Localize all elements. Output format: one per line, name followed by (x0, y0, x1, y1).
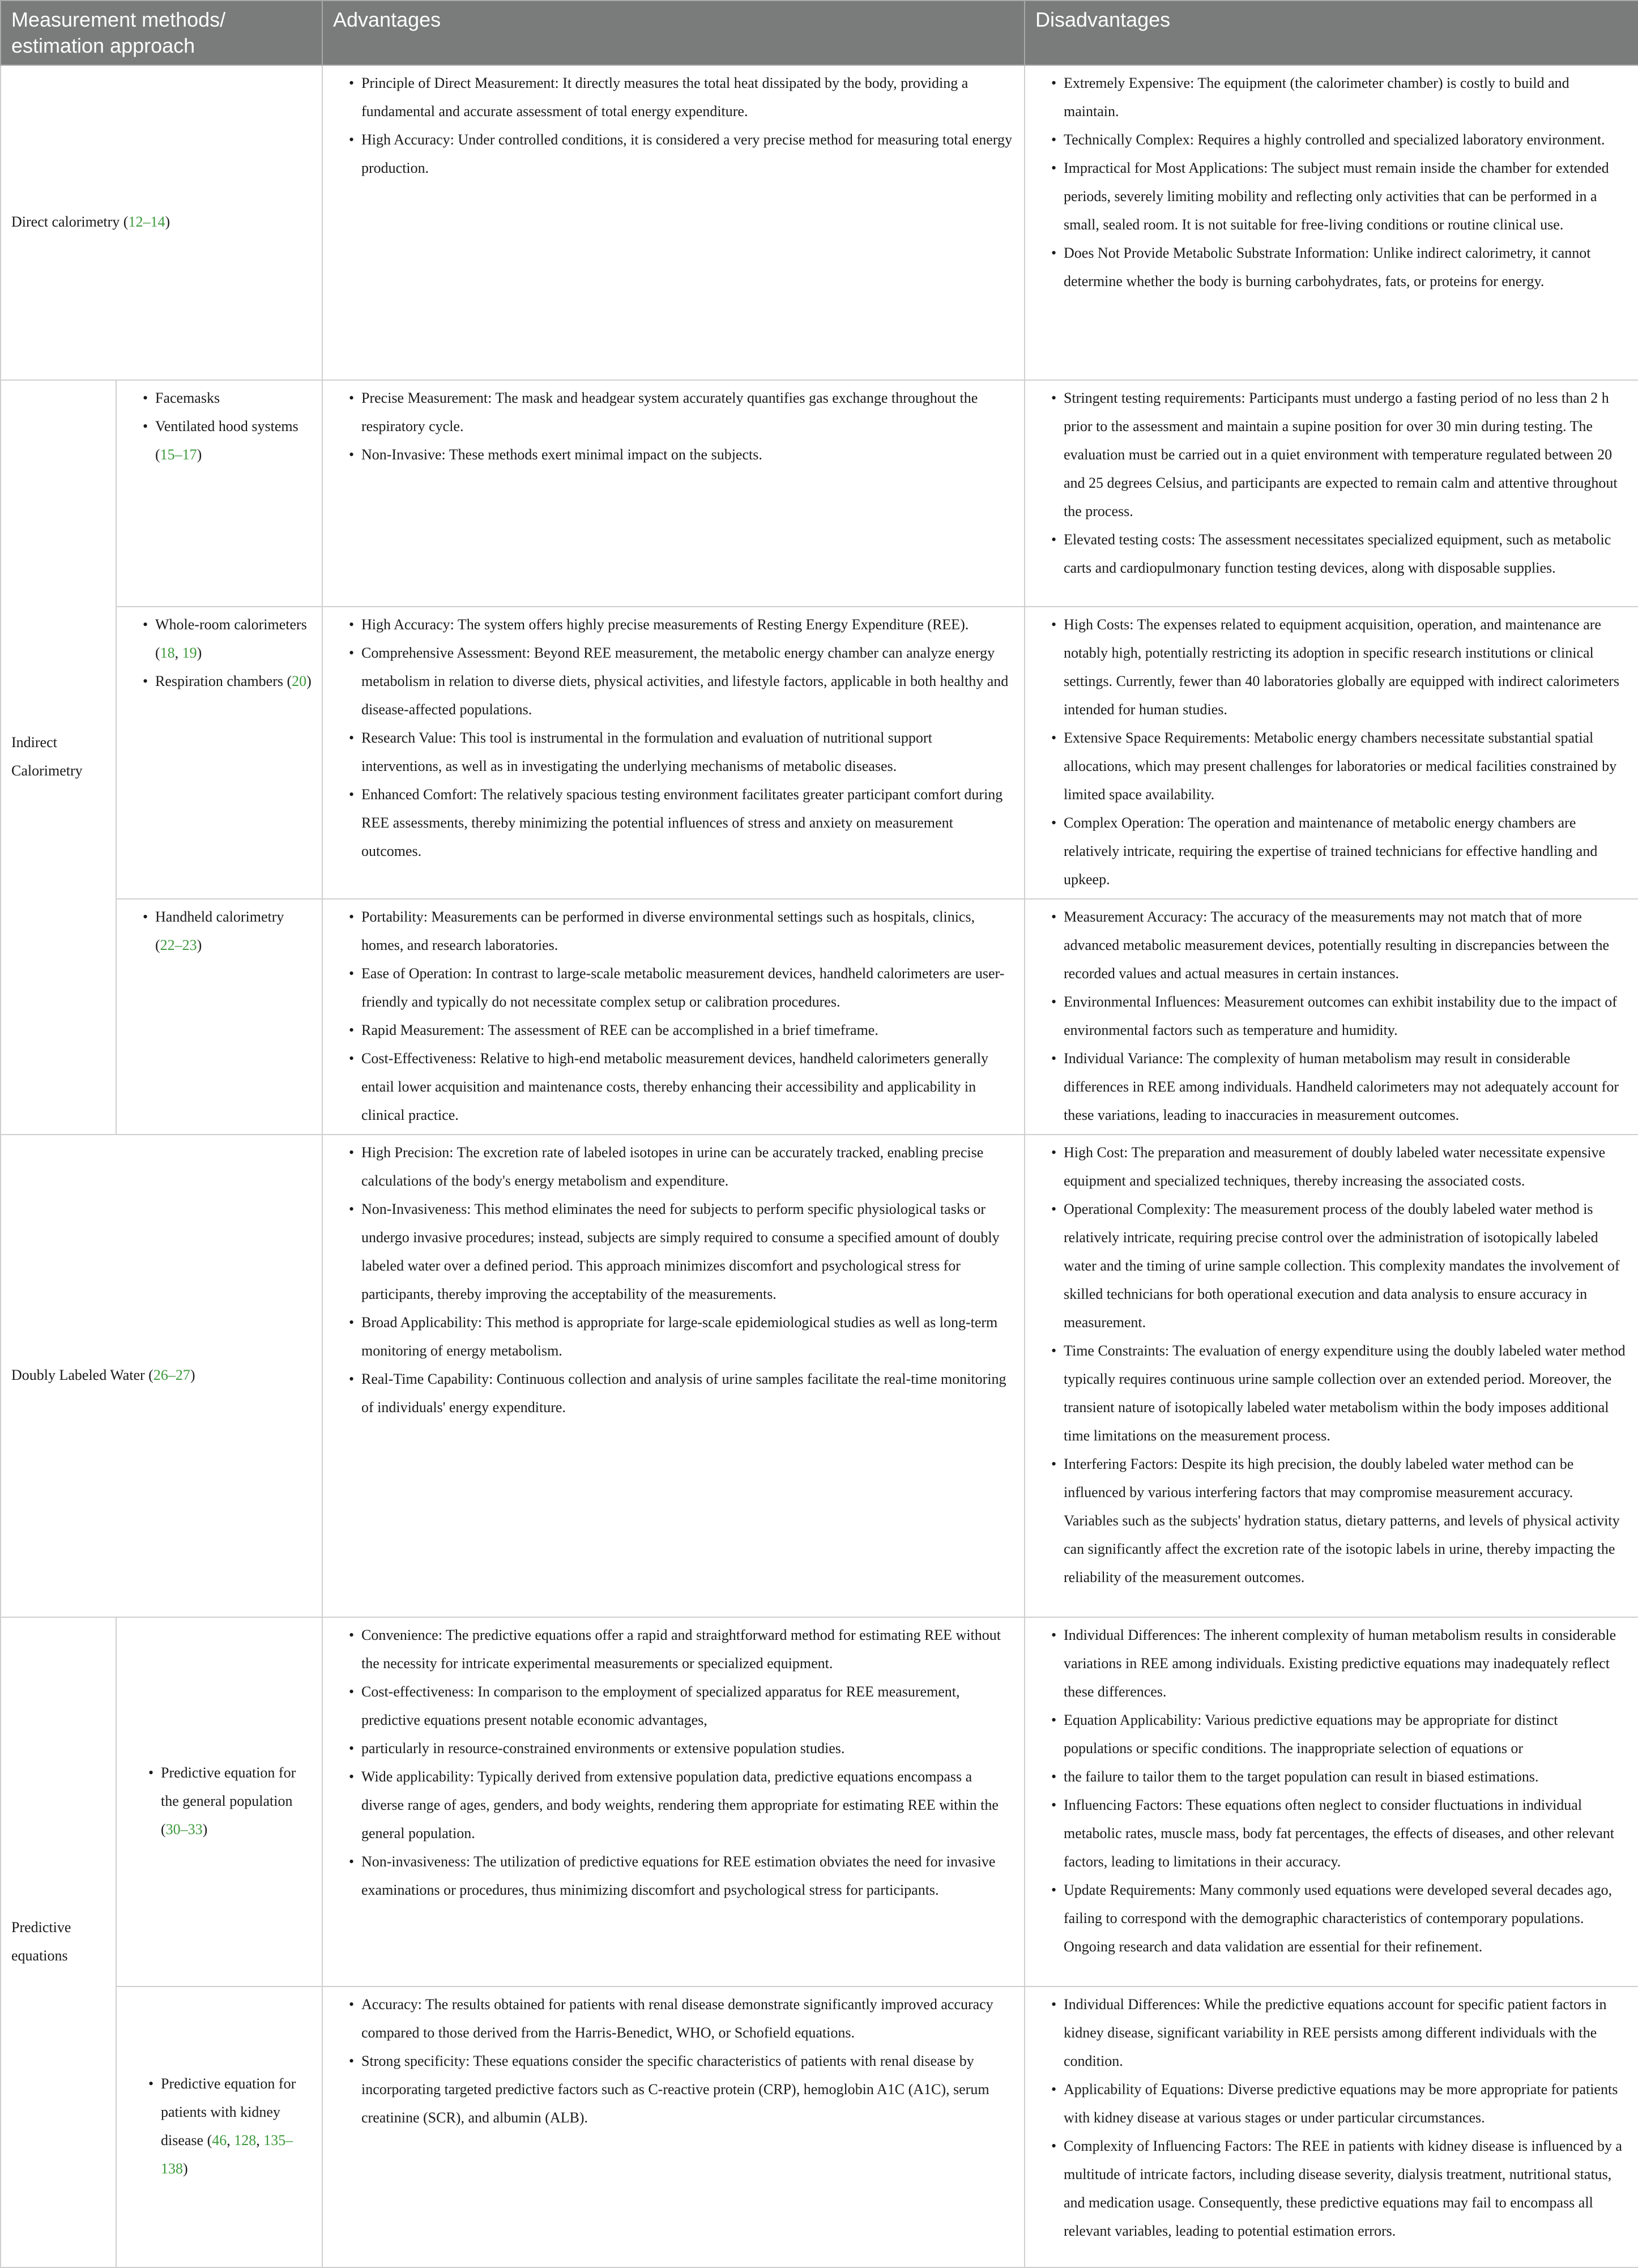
method-doubly-labeled-water (1, 1135, 322, 1617)
disadvantage-item: • Individual Differences: The inherent complexity of human metabolism results in considerable variations in REE among individuals. Existing predictive equations may inadequately reflect these differences. (1051, 1621, 1628, 1706)
submethod-handheld (116, 899, 322, 1135)
disadvantages-list (1035, 1990, 1628, 2245)
disadvantage-item: • Time Constraints: The evaluation of energy expenditure using the doubly labeled water method typically requires continuous urine sample collection over an extended period. Moreover, the transient nature of isotopically labeled water metabolism within the body imposes additional time limitations on the measurement process. (1051, 1337, 1628, 1450)
advantage-item: • Non-Invasiveness: This method eliminates the need for subjects to perform specific physiological tasks or undergo invasive procedures; instead, subjects are simply required to consume a specified amount of doubly labeled water over a defined period. This approach minimizes discomfort and psychological stress for participants, thereby improving the acceptability of the measurements. (349, 1195, 1014, 1308)
advantage-item: • High Accuracy: Under controlled conditions, it is considered a very precise method for measuring total energy production. (349, 126, 1014, 182)
advantages-list (333, 1139, 1014, 1422)
advantage-item: • Comprehensive Assessment: Beyond REE measurement, the metabolic energy chamber can analyze energy metabolism in relation to diverse diets, physical activities, and lifestyle factors, applicable in both healthy and disease-affected populations. (349, 639, 1014, 724)
reference-link[interactable]: 128 (234, 2132, 257, 2148)
disadvantages-list (1035, 69, 1628, 296)
method-label-end: ) (165, 214, 170, 230)
advantage-item: • Wide applicability: Typically derived from extensive population data, predictive equations encompass a diverse range of ages, genders, and body weights, rendering them appropriate for estimating REE within the general population. (349, 1763, 1014, 1848)
advantage-item: • Accuracy: The results obtained for patients with renal disease demonstrate significantly improved accuracy compared to those derived from the Harris-Benedict, WHO, or Schofield equations. (349, 1990, 1014, 2047)
header-row (1, 1, 1638, 65)
advantage-item: • Non-invasiveness: The utilization of predictive equations for REE estimation obviates the need for invasive examinations or procedures, thus minimizing discomfort and psychological stress for participants. (349, 1848, 1014, 1904)
advantage-item: • Research Value: This tool is instrumental in the formulation and evaluation of nutritional support interventions, as well as in investigating the underlying mechanisms of metabolic diseases. (349, 724, 1014, 781)
advantage-item: • High Precision: The excretion rate of labeled isotopes in urine can be accurately tracked, enabling precise calculations of the body's energy metabolism and expenditure. (349, 1139, 1014, 1195)
advantage-item: • Cost-effectiveness: In comparison to the employment of specialized apparatus for REE measurement, predictive equations present notable economic advantages, (349, 1678, 1014, 1734)
disadvantage-item: • Measurement Accuracy: The accuracy of the measurements may not match that of more advanced metabolic measurement devices, potentially resulting in discrepancies between the recorded values and actual measures in certain instances. (1051, 903, 1628, 988)
disadvantage-item: • Does Not Provide Metabolic Substrate Information: Unlike indirect calorimetry, it cannot determine whether the body is burning carbohydrates, fats, or proteins for energy. (1051, 239, 1628, 296)
advantages-cell (322, 607, 1025, 899)
disadvantages-cell (1025, 607, 1638, 899)
submethod-list (127, 903, 312, 960)
submethod-list (127, 611, 312, 696)
advantage-item: • High Accuracy: The system offers highly precise measurements of Resting Energy Expenditure (REE). (349, 611, 1014, 639)
advantages-cell (322, 65, 1025, 380)
advantages-list (333, 1990, 1014, 2132)
advantage-item: • Enhanced Comfort: The relatively spacious testing environment facilitates greater participant comfort during REE assessments, thereby minimizing the potential influences of stress and anxiety on measurement outcomes. (349, 781, 1014, 866)
disadvantage-item: • Complex Operation: The operation and maintenance of metabolic energy chambers are relatively intricate, requiring the expertise of trained technicians for effective handling and upkeep. (1051, 809, 1628, 894)
reference-separator: , (174, 645, 182, 661)
disadvantages-cell (1025, 899, 1638, 1135)
submethod-item (143, 903, 312, 960)
reference-link[interactable]: 22–23 (160, 937, 197, 953)
row-predictive-general (1, 1617, 1638, 1986)
disadvantage-item: • Complexity of Influencing Factors: The REE in patients with kidney disease is influenced by a multitude of intricate factors, including disease severity, dialysis treatment, nutritional status, and medication usage. Consequently, these predictive equations may fail to encompass all relevant variables, leading to potential estimation errors. (1051, 2132, 1628, 2245)
disadvantage-item: • Impractical for Most Applications: The subject must remain inside the chamber for extended periods, severely limiting mobility and reflecting only activities that can be performed in a small, sealed room. It is not suitable for free-living conditions or routine clinical use. (1051, 154, 1628, 239)
advantage-item: • Broad Applicability: This method is appropriate for large-scale epidemiological studies as well as long-term monitoring of energy metabolism. (349, 1308, 1014, 1365)
submethod-item (148, 1759, 312, 1844)
disadvantage-item: • Stringent testing requirements: Participants must undergo a fasting period of no less than 2 h prior to the assessment and maintain a supine position for over 30 min during testing. The evaluation must be carried out in a quiet environment with temperature regulated between 20 and 25 degrees Celsius, and participants are expected to remain calm and attentive throughout the process. (1051, 384, 1628, 526)
reference-link[interactable]: 18 (160, 645, 175, 661)
submethod-label-end: ) (197, 446, 202, 463)
row-direct-calorimetry (1, 65, 1638, 380)
disadvantage-item: • Applicability of Equations: Diverse predictive equations may be more appropriate for patients with kidney disease at various stages or under particular circumstances. (1051, 2075, 1628, 2132)
advantages-list (333, 903, 1014, 1129)
submethod-label-end: ) (183, 2160, 188, 2177)
submethod-item: • Facemasks (143, 384, 312, 412)
advantages-cell (322, 899, 1025, 1135)
method-label-end: ) (190, 1367, 195, 1383)
disadvantage-item: • High Cost: The preparation and measurement of doubly labeled water necessitate expensive equipment and specialized techniques, thereby increasing the associated costs. (1051, 1139, 1628, 1195)
reference-link[interactable]: 12–14 (128, 214, 165, 230)
row-indirect-whole-room (1, 607, 1638, 899)
reference-link[interactable]: 26–27 (153, 1367, 190, 1383)
reference-link[interactable]: 19 (182, 645, 197, 661)
reference-separator: , (256, 2132, 264, 2148)
advantages-cell (322, 1986, 1025, 2267)
submethod-label: Whole-room calorimeters ( (155, 616, 307, 661)
reference-link[interactable]: 20 (292, 673, 307, 689)
submethod-facemasks (116, 380, 322, 607)
method-direct-calorimetry (1, 65, 322, 380)
advantages-list (333, 611, 1014, 866)
advantage-item: • Strong specificity: These equations consider the specific characteristics of patients with renal disease by incorporating targeted predictive factors such as C-reactive protein (CRP), hemoglobin A1C (A1C), serum creatinine (SCR), and albumin (ALB). (349, 2047, 1014, 2132)
advantages-cell (322, 1617, 1025, 1986)
submethod-item (143, 611, 312, 667)
advantage-item: • Convenience: The predictive equations offer a rapid and straightforward method for estimating REE without the necessity for intricate experimental measurements or specialized equipment. (349, 1621, 1014, 1678)
submethod-list (127, 384, 312, 469)
disadvantage-item: • Technically Complex: Requires a highly controlled and specialized laboratory environment. (1051, 126, 1628, 154)
submethod-label-end: ) (306, 673, 312, 689)
advantage-item: • Portability: Measurements can be performed in diverse environmental settings such as hospitals, clinics, homes, and research laboratories. (349, 903, 1014, 960)
submethod-label: Predictive equation for patients with kidney disease ( (161, 2075, 296, 2148)
disadvantages-list (1035, 384, 1628, 582)
disadvantage-item: • Update Requirements: Many commonly used equations were developed several decades ago, failing to correspond with the demographic characteristics of contemporary populations. Ongoing research and data validation are essential for their refinement. (1051, 1876, 1628, 1961)
advantage-item: • Cost-Effectiveness: Relative to high-end metabolic measurement devices, handheld calorimeters generally entail lower acquisition and maintenance costs, thereby enhancing their accessibility and applicability in clinical practice. (349, 1045, 1014, 1129)
header-advantages: Advantages (322, 1, 1025, 65)
method-label: Direct calorimetry ( (11, 214, 129, 230)
disadvantage-item: • Elevated testing costs: The assessment necessitates specialized equipment, such as metabolic carts and cardiopulmonary function testing devices, along with disposable supplies. (1051, 526, 1628, 582)
submethod-label: Ventilated hood systems ( (155, 418, 298, 463)
disadvantages-cell (1025, 1617, 1638, 1986)
advantage-item: • Real-Time Capability: Continuous collection and analysis of urine samples facilitate the real-time monitoring of individuals' energy expenditure. (349, 1365, 1014, 1422)
advantage-item: • Non-Invasive: These methods exert minimal impact on the subjects. (349, 441, 1014, 469)
disadvantages-cell (1025, 1986, 1638, 2267)
submethod-label-end: ) (197, 937, 202, 953)
submethod-label-end: ) (202, 1821, 208, 1838)
submethod-label: Predictive equation for the general population ( (161, 1764, 296, 1838)
disadvantage-item: • Individual Variance: The complexity of human metabolism may result in considerable differences in REE among individuals. Handheld calorimeters may not adequately account for these variations, leading to inaccuracies in measurement outcomes. (1051, 1045, 1628, 1129)
header-disadvantages: Disadvantages (1025, 1, 1638, 65)
disadvantage-item: • Interfering Factors: Despite its high precision, the doubly labeled water method can be influenced by various interfering factors that may compromise measurement accuracy. Variables such as the subjects' hydration status, dietary patterns, and levels of physical activity can significantly affect the excretion rate of the isotopic labels in urine, thereby impacting the reliability of the measurement outcomes. (1051, 1450, 1628, 1592)
disadvantages-cell (1025, 380, 1638, 607)
disadvantages-list (1035, 611, 1628, 894)
method-predictive-equations: Predictive equations (1, 1617, 116, 2267)
submethod-label-end: ) (197, 645, 202, 661)
method-label: Doubly Labeled Water ( (11, 1367, 153, 1383)
disadvantages-list (1035, 1139, 1628, 1592)
disadvantage-item: • High Costs: The expenses related to equipment acquisition, operation, and maintenance are notably high, potentially restricting its adoption in specific research institutions or clinical settings. Currently, fewer than 40 laboratories globally are equipped with indirect calorimeters intended for human studies. (1051, 611, 1628, 724)
submethod-kidney-disease (116, 1986, 322, 2267)
submethod-whole-room (116, 607, 322, 899)
advantage-item: • Rapid Measurement: The assessment of REE can be accomplished in a brief timeframe. (349, 1016, 1014, 1045)
advantages-list (333, 1621, 1014, 1904)
disadvantage-item: • Influencing Factors: These equations often neglect to consider fluctuations in individual metabolic rates, muscle mass, body fat percentages, the effects of diseases, and other relevant factors, leading to limitations in their accuracy. (1051, 1791, 1628, 1876)
submethod-label: Respiration chambers ( (155, 673, 292, 689)
reference-link[interactable]: 30–33 (165, 1821, 203, 1838)
submethod-item (148, 2070, 312, 2183)
reference-link[interactable]: 46 (212, 2132, 227, 2148)
advantages-list (333, 69, 1014, 182)
row-predictive-kidney (1, 1986, 1638, 2267)
advantages-cell (322, 1135, 1025, 1617)
disadvantages-cell (1025, 65, 1638, 380)
advantages-list (333, 384, 1014, 469)
disadvantages-cell (1025, 1135, 1638, 1617)
disadvantage-item: • Operational Complexity: The measurement process of the doubly labeled water method is relatively intricate, requiring precise control over the administration of isotopically labeled water and the timing of urine sample collection. This complexity mandates the involvement of skilled technicians for both operational execution and data analysis to ensure accuracy in measurement. (1051, 1195, 1628, 1337)
disadvantages-list (1035, 1621, 1628, 1961)
advantage-item: • Ease of Operation: In contrast to large-scale metabolic measurement devices, handheld calorimeters are user-friendly and typically do not necessitate complex setup or calibration procedures. (349, 960, 1014, 1016)
advantage-item: • Principle of Direct Measurement: It directly measures the total heat dissipated by the body, providing a fundamental and accurate assessment of total energy expenditure. (349, 69, 1014, 126)
row-indirect-facemasks (1, 380, 1638, 607)
disadvantage-item: • the failure to tailor them to the target population can result in biased estimations. (1051, 1763, 1628, 1791)
advantage-item: • particularly in resource-constrained environments or extensive population studies. (349, 1734, 1014, 1763)
submethod-item (143, 412, 312, 469)
row-indirect-handheld (1, 899, 1638, 1135)
disadvantage-item: • Individual Differences: While the predictive equations account for specific patient factors in kidney disease, significant variability in REE persists among different individuals with the condition. (1051, 1990, 1628, 2075)
disadvantage-item: • Extensive Space Requirements: Metabolic energy chambers necessitate substantial spatial allocations, which may present challenges for laboratories or medical facilities constrained by limited space availability. (1051, 724, 1628, 809)
submethod-label: Handheld calorimetry ( (155, 909, 284, 953)
advantages-cell (322, 380, 1025, 607)
reference-link[interactable]: 135–138 (161, 2132, 293, 2177)
submethod-item (143, 667, 312, 696)
reference-separator: , (227, 2132, 234, 2148)
submethod-list (133, 2070, 312, 2183)
submethod-list (133, 1759, 312, 1844)
reference-link[interactable]: 15–17 (160, 446, 197, 463)
advantage-item: • Precise Measurement: The mask and headgear system accurately quantifies gas exchange throughout the respiratory cycle. (349, 384, 1014, 441)
disadvantage-item: • Extremely Expensive: The equipment (the calorimeter chamber) is costly to build and maintain. (1051, 69, 1628, 126)
row-doubly-labeled-water (1, 1135, 1638, 1617)
disadvantages-list (1035, 903, 1628, 1129)
method-indirect-calorimetry: Indirect Calorimetry (1, 380, 116, 1135)
disadvantage-item: • Environmental Influences: Measurement outcomes can exhibit instability due to the impact of environmental factors such as temperature and humidity. (1051, 988, 1628, 1045)
submethod-general-population (116, 1617, 322, 1986)
header-method: Measurement methods/ estimation approach (1, 1, 322, 65)
disadvantage-item: • Equation Applicability: Various predictive equations may be appropriate for distinct populations or specific conditions. The inappropriate selection of equations or (1051, 1706, 1628, 1763)
